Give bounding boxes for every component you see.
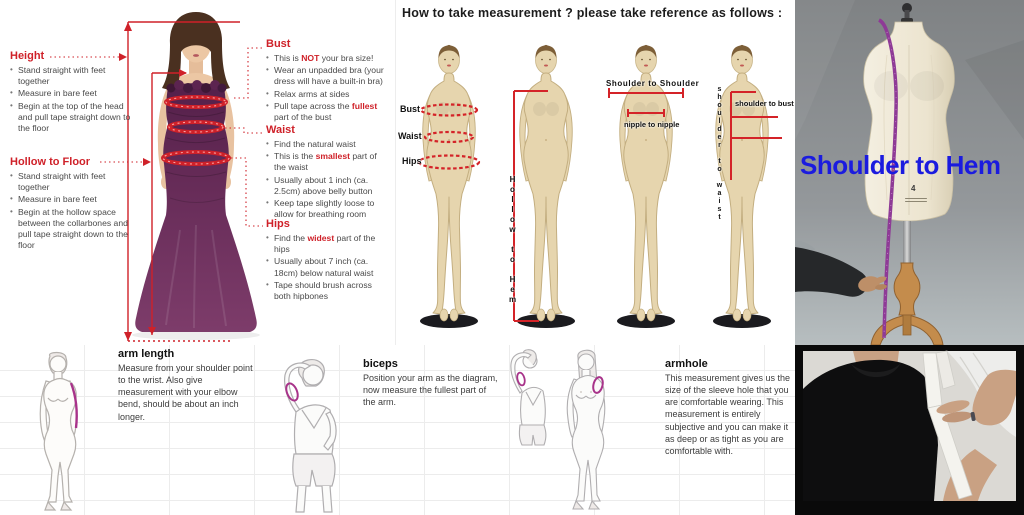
hips-bullets [266, 233, 390, 302]
waist-bullets [266, 139, 390, 220]
shoulder-to-hem-photo [795, 0, 1024, 345]
bullet-item: • Begin at the top of the head and pull tape straight down to the floor [10, 101, 134, 135]
biceps-title: biceps [363, 358, 398, 370]
arm-length-block [118, 348, 260, 423]
arm-length-text: Measure from your shoulder point to the wrist. Also give measurement with your elbow bend, should be about an inch longer. [118, 363, 253, 422]
bottom-measurements-row [0, 345, 795, 515]
armhole-block [665, 358, 793, 457]
bullet-item: • Usually about 7 inch (ca. 18cm) below natural waist [266, 256, 390, 278]
waist-section [266, 124, 390, 221]
m1-bust-label: Bust [400, 104, 420, 114]
armhole-title: armhole [665, 358, 708, 370]
hips-section [266, 218, 390, 303]
bullet-item: • Measure in bare feet [10, 88, 134, 99]
bullet-item: • This is the smallest part of the waist [266, 151, 390, 173]
armhole-text: This measurement gives us the size of the sleeve hole that you are comfortable wearing. This measurement is entirely subjective and you can make it as deep or as tight as you are comfortable with. [665, 373, 791, 456]
biceps-figure [258, 358, 363, 515]
how-to-measure-panel [395, 0, 796, 345]
arm-length-figure [8, 350, 118, 515]
arm-length-title: arm length [118, 348, 175, 360]
form-size-label: 4 [911, 184, 916, 193]
bullet-item: • Pull tape across the fullest part of the bust [266, 101, 390, 123]
hollow-to-floor-title: Hollow to Floor [10, 156, 91, 168]
hips-title: Hips [266, 218, 290, 230]
height-bullets [10, 65, 134, 134]
hollow-to-floor-bullets [10, 171, 134, 251]
biceps-block [363, 358, 501, 408]
bullet-item: • Tape should brush across both hipbones [266, 280, 390, 302]
mannequins-illustration [396, 0, 796, 345]
bullet-item: • Begin at the hollow space between the collarbones and pull tape straight down to the floor [10, 207, 134, 252]
bullet-item: • Stand straight with feet together [10, 171, 134, 193]
bullet-item: • Stand straight with feet together [10, 65, 134, 87]
shoulder-to-hem-caption: Shoulder to Hem [800, 150, 1001, 180]
bust-section [266, 38, 390, 124]
bullet-item: • Usually about 1 inch (ca. 2.5cm) above belly button [266, 175, 390, 197]
bullet-item: • Keep tape slightly loose to allow for breathing room [266, 198, 390, 220]
panel-title: How to take measurement ? please take reference as follows : [402, 6, 783, 20]
biceps-mark [284, 382, 300, 402]
bust-bullets [266, 53, 390, 123]
hollow-to-floor-section [10, 156, 134, 252]
bust-title: Bust [266, 38, 291, 50]
waist-title: Waist [266, 124, 295, 136]
form-brand-mark [905, 196, 927, 204]
m4-shoulder-to-waist-label: shoulder to waist [716, 86, 723, 222]
biceps-text: Position your arm as the diagram, now measure the fullest part of the arm. [363, 373, 498, 408]
bullet-item: • Wear an unpadded bra (your dress will have a built-in bra) [266, 65, 390, 87]
bullet-item: • Find the natural waist [266, 139, 390, 150]
m3-nipple-label: nipple to nipple [624, 120, 680, 129]
height-section [10, 50, 134, 135]
bullet-item: • Relax arms at sides [266, 89, 390, 100]
armhole-figures [500, 347, 665, 513]
bullet-item: • Find the widest part of the hips [266, 233, 390, 255]
armhole-measuring-photo [795, 345, 1024, 515]
bullet-item: • Measure in bare feet [10, 194, 134, 205]
bullet-item: • This is NOT your bra size! [266, 53, 390, 64]
height-title: Height [10, 50, 45, 62]
m3-shoulder-label: Shoulder to Shoulder [606, 79, 700, 88]
measurement-bands [163, 97, 229, 164]
m4-shoulder-to-bust-label: shoulder to bust [735, 99, 794, 108]
m2-hollow-to-hem-label: Hollow to Hem [508, 175, 517, 305]
m1-waist-label: Waist [398, 131, 422, 141]
m1-hips-label: Hips [402, 156, 422, 166]
